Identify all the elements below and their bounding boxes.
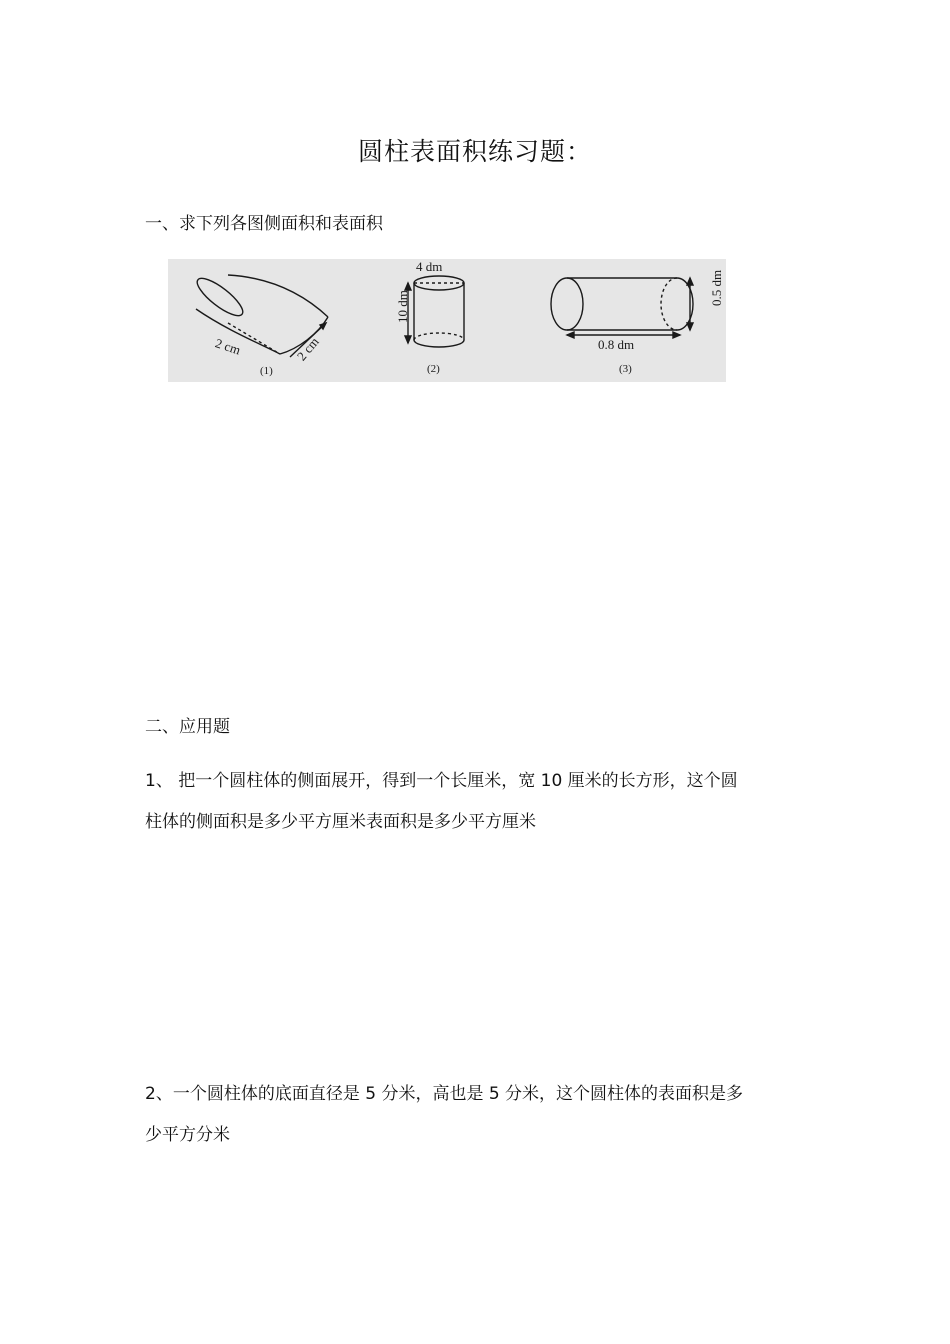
section-1-heading: 一、求下列各图侧面积和表面积 — [145, 214, 383, 234]
figure-3 — [551, 278, 693, 338]
question-1-line-1: 1、 把一个圆柱体的侧面展开，得到一个长厘米，宽 10 厘米的长方形，这个圆 — [145, 771, 738, 791]
fig3-arrowhead-right — [673, 332, 680, 338]
fig3-right-back — [661, 278, 677, 330]
fig1-label-a: 2 cm — [213, 335, 243, 358]
fig3-arrowhead-left — [567, 332, 574, 338]
fig2-bottom-front — [414, 340, 464, 347]
question-2-line-2: 少平方分米 — [145, 1125, 230, 1145]
page-title: 圆柱表面积练习题： — [357, 137, 592, 166]
fig2-arrowhead-top — [405, 283, 411, 290]
figure-2 — [405, 276, 464, 347]
fig1-left-ellipse — [192, 273, 247, 322]
fig2-arrowhead-bottom — [405, 336, 411, 343]
fig3-arrowhead-bottom — [687, 323, 693, 330]
cylinder-figures — [168, 259, 726, 382]
question-2-line-1: 2、一个圆柱体的底面直径是 5 分米，高也是 5 分米，这个圆柱体的表面积是多 — [145, 1084, 744, 1104]
fig3-bottom-label: 0.8 dm — [598, 337, 635, 352]
section-2-heading: 二、应用题 — [145, 717, 230, 737]
fig2-caption: (2) — [427, 363, 440, 375]
fig2-side-label: 10 dm — [395, 290, 410, 323]
fig3-caption: (3) — [619, 363, 632, 375]
fig1-label-b: 2 cm — [293, 334, 322, 364]
fig3-arrowhead-top — [687, 278, 693, 285]
fig2-top-label: 4 dm — [416, 259, 443, 274]
fig2-bottom-back — [414, 333, 464, 340]
fig3-left-ellipse — [551, 278, 583, 330]
fig1-caption: (1) — [260, 365, 273, 377]
question-1-line-2: 柱体的侧面积是多少平方厘米表面积是多少平方厘米 — [145, 812, 536, 832]
fig3-side-label: 0.5 dm — [709, 269, 724, 306]
